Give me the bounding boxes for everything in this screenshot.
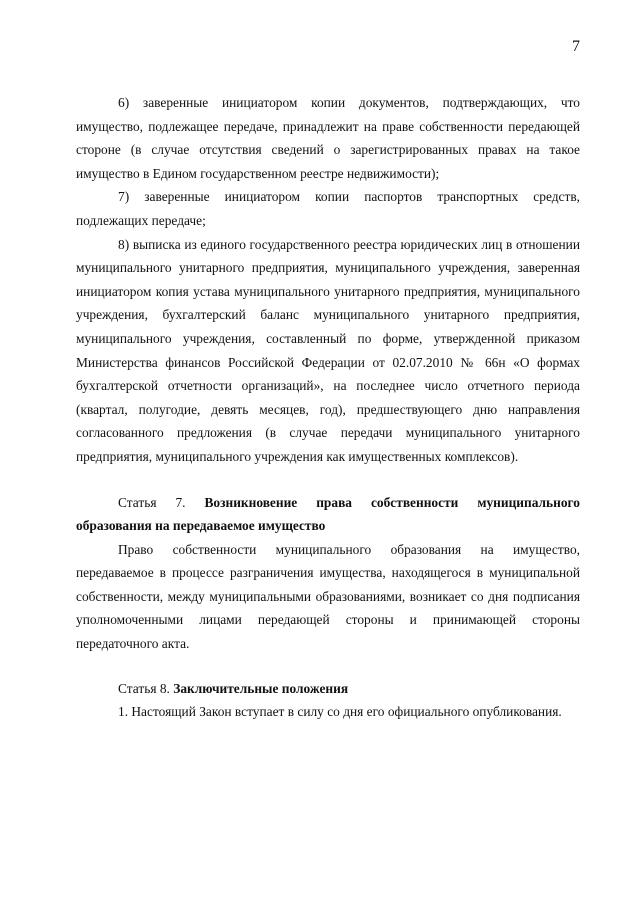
list-item-6: 6) заверенные инициатором копии документов, подтверждающих, что имущество, подлежащее передаче, принадлежит на праве собственности передающей стороне (в случае отсутствия сведений о зарегистрированных правах на такое имущество в Едином государственном реестре недвижимости); (76, 95, 580, 181)
article-7-prefix: Статья 7. (118, 494, 186, 510)
document-body (76, 91, 580, 724)
article-8-title: Заключительные положения (173, 680, 349, 696)
article-8-heading (76, 677, 580, 701)
section-spacer (76, 656, 580, 677)
list-item-8: 8) выписка из единого государственного реестра юридических лиц в отношении муниципального унитарного предприятия, муниципального учреждения, заверенная инициатором копия устава муниципального унитарного предприятия, муниципального учреждения, бухгалтерский баланс муниципального унитарного предприятия, муниципального учреждения, составленный по форме, утвержденной приказом Министерства финансов Российской Федерации от 02.07.2010 № 66н «О формах бухгалтерской отчетности организаций», на последнее число отчетного периода (квартал, полугодие, девять месяцев, год), предшествующего дню направления согласованного предложения (в случае передачи муниципального унитарного предприятия, муниципального учреждения как имущественных комплексов). (76, 236, 580, 464)
article-8-prefix: Статья 8. (118, 680, 170, 696)
article-7-title: Возникновение права собственности муниципального образования на передаваемое имущество (76, 494, 580, 534)
list-item-7: 7) заверенные инициатором копии паспортов транспортных средств, подлежащих передаче; (76, 189, 580, 228)
section-spacer (76, 469, 580, 491)
article-7-heading (76, 491, 580, 538)
page-number: 7 (572, 38, 580, 55)
article-7-text: Право собственности муниципального образования на имущество, передаваемое в процессе разграничения имущества, находящегося в муниципальной собственности, между муниципальными образованиями, возникает со дня подписания уполномоченными лицами передающей стороны и принимающей стороны передаточного акта. (76, 541, 580, 652)
article-8-text: 1. Настоящий Закон вступает в силу со дня его официального опубликования. (118, 704, 562, 720)
